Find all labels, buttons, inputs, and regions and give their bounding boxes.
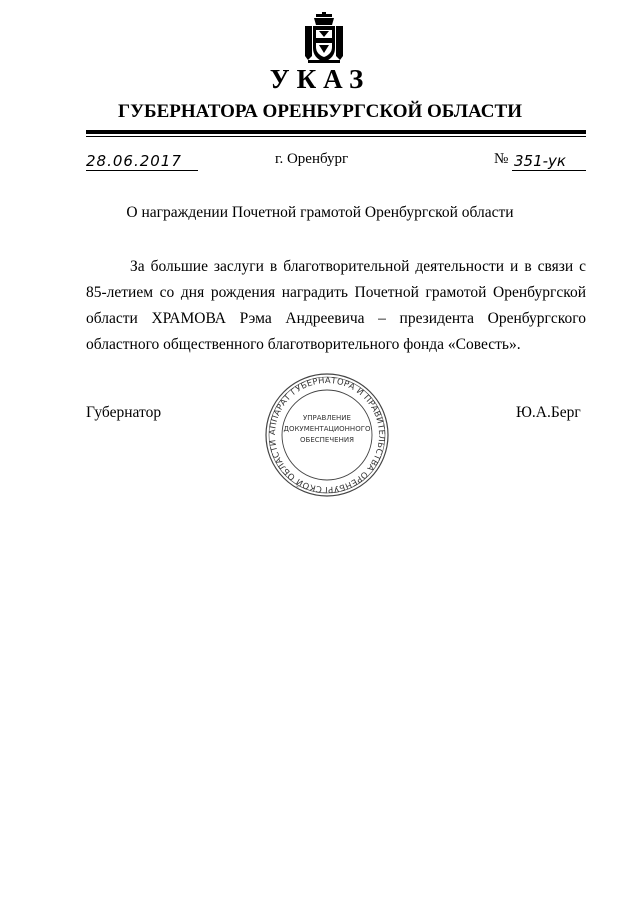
svg-text:АППАРАТ ГУБЕРНАТОРА И ПРАВИТЕЛ xyxy=(267,375,387,495)
number-sign: № xyxy=(494,151,509,167)
signer-name: Ю.А.Берг xyxy=(516,404,581,421)
official-stamp xyxy=(262,372,392,498)
document-date: 28.06.2017 xyxy=(86,152,182,170)
document-title: УКАЗ xyxy=(269,64,371,94)
stamp-outer-text: АППАРАТ ГУБЕРНАТОРА И ПРАВИТЕЛЬСТВА ОРЕНБУРГСКОЙ ОБЛАСТИ xyxy=(266,374,388,496)
signer-title: Губернатор xyxy=(86,404,162,421)
stamp-line-3: ОБЕСПЕЧЕНИЯ xyxy=(300,436,354,444)
document-number: 351-ук xyxy=(514,152,566,170)
document-body: За большие заслуги в благотворительной деятельности и в связи с 85-летием со дня рождения наградить Почетной грамотой Оренбургской области ХРАМОВА Рэма Андреевича – президента Оренбургского областного общественного благотворительного фонда «Совесть». xyxy=(86,258,586,353)
document-heading: О награждении Почетной грамотой Оренбургской области xyxy=(126,204,514,221)
orenburg-coat-of-arms-icon xyxy=(302,12,346,64)
date-underline xyxy=(86,170,198,171)
document-subtitle: ГУБЕРНАТОРА ОРЕНБУРГСКОЙ ОБЛАСТИ xyxy=(118,101,522,122)
stamp-line-2: ДОКУМЕНТАЦИОННОГО xyxy=(283,425,371,433)
document-city: г. Оренбург xyxy=(275,151,349,167)
number-underline xyxy=(512,170,586,171)
header-divider-thin xyxy=(86,136,586,137)
header-divider-thick xyxy=(86,130,586,134)
stamp-line-1: УПРАВЛЕНИЕ xyxy=(303,414,351,422)
